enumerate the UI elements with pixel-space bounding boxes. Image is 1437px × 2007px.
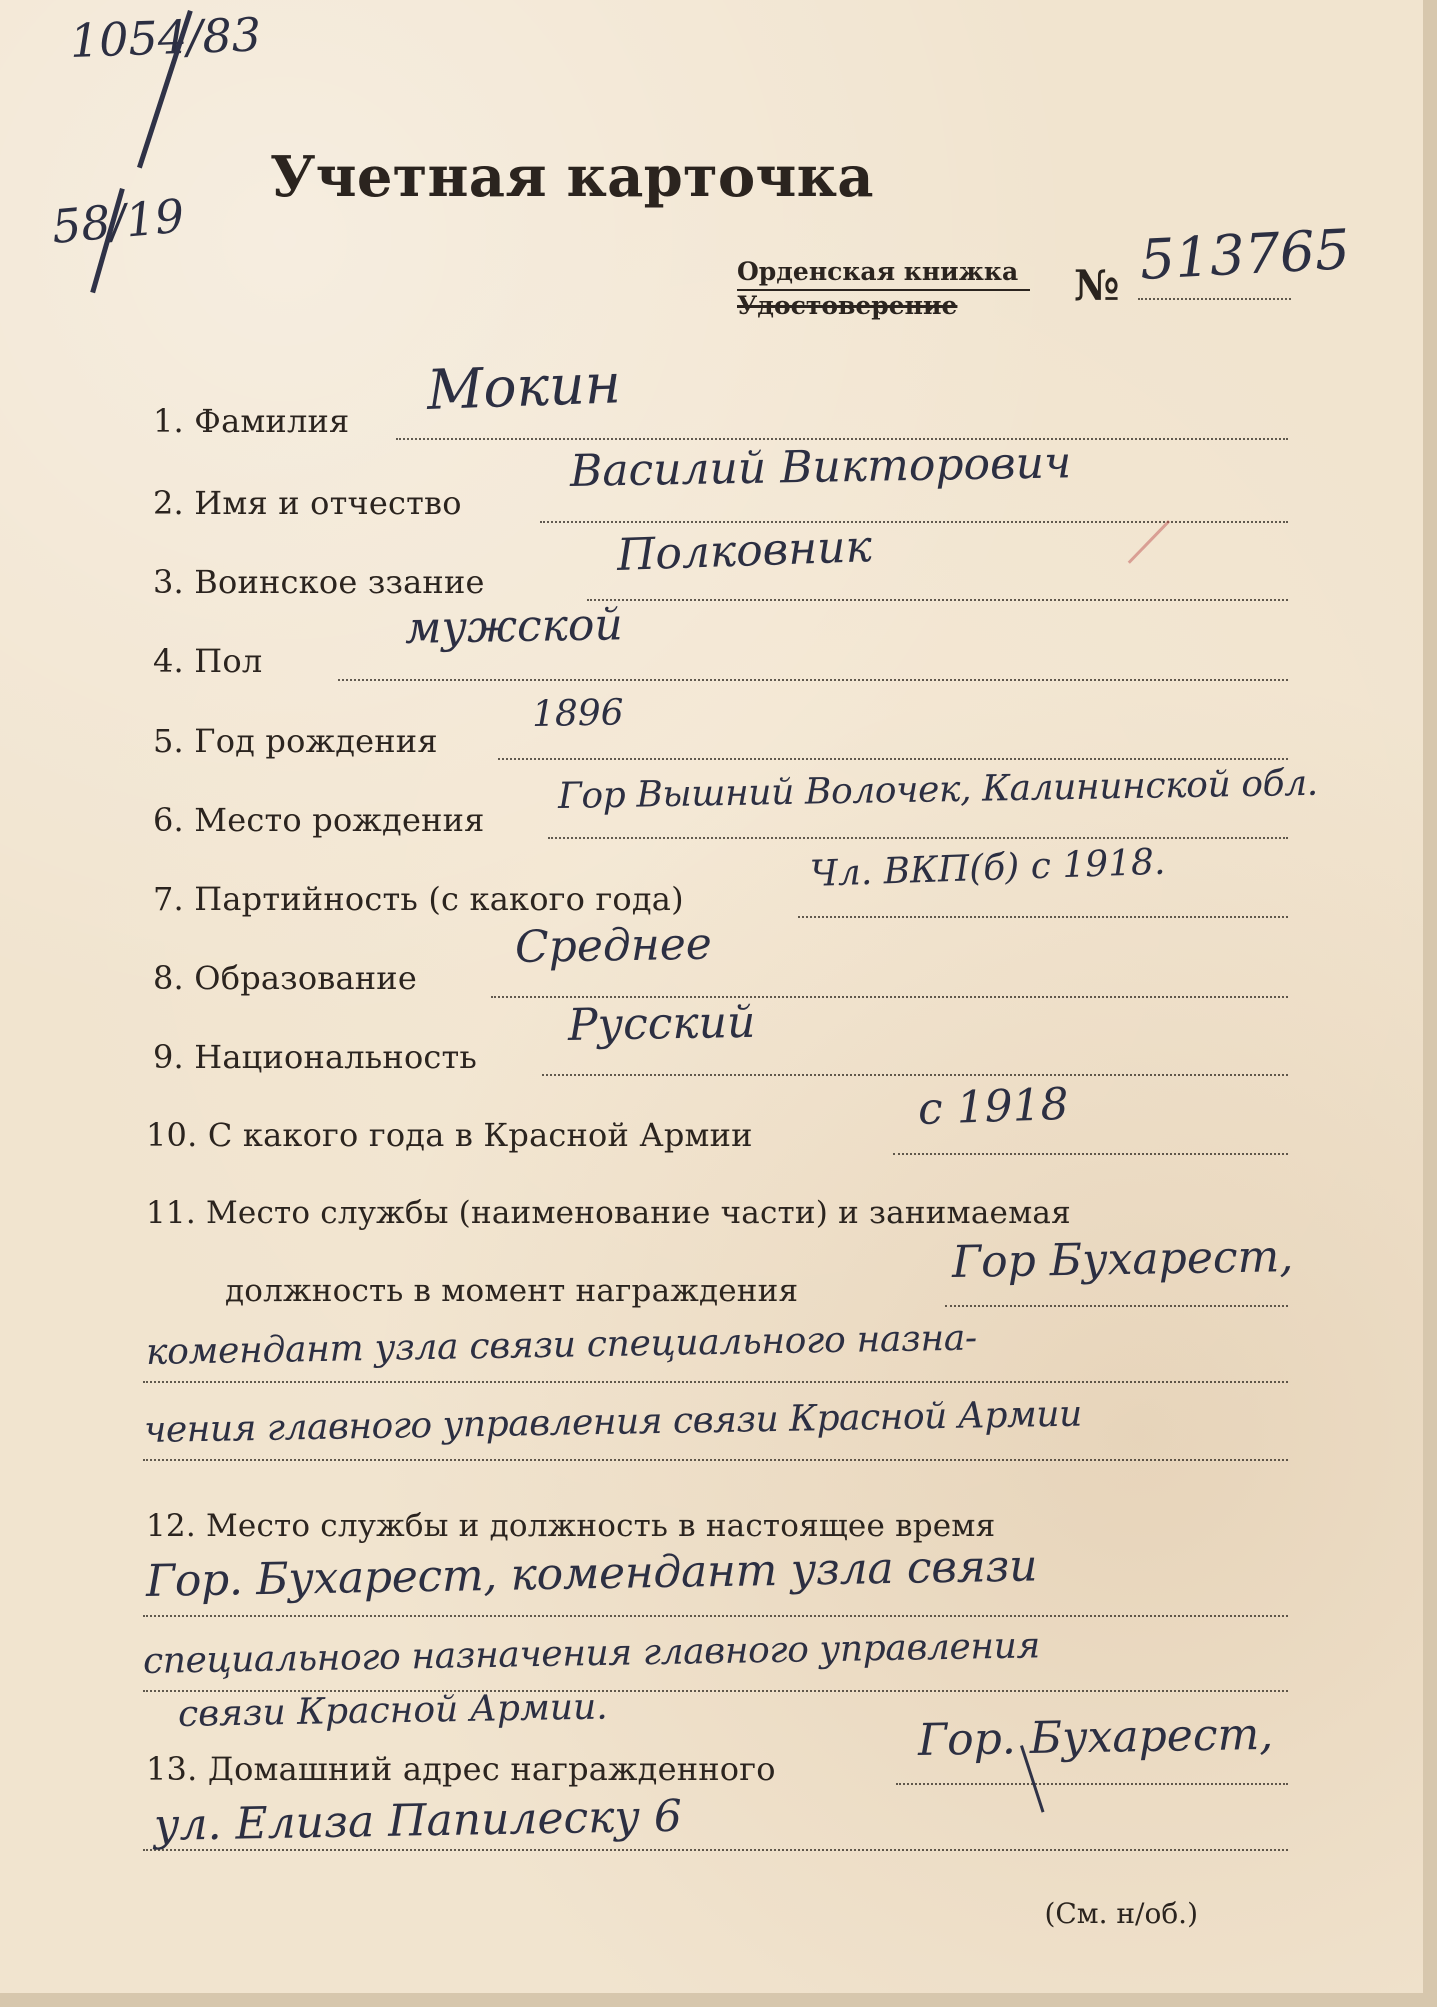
field-11-label-line-1: 11. Место службы (наименование части) и занимаемая — [146, 1195, 1071, 1231]
document-type-order-book: Орденская книжка — [737, 257, 1019, 286]
field-4-value: мужской — [404, 599, 624, 654]
field-11-value-line-2: комендант узла связи специального назна- — [145, 1317, 978, 1373]
number-sign: № — [1074, 261, 1120, 310]
field-5-line — [498, 758, 1288, 760]
field-9-line — [542, 1074, 1288, 1076]
field-11-label-line-2: должность в момент награждения — [225, 1273, 799, 1309]
field-12-label: 12. Место службы и должность в настоящее время — [146, 1508, 996, 1544]
card-title: Учетная карточка — [270, 144, 874, 210]
field-7-line — [798, 916, 1288, 918]
field-12-line-1 — [143, 1615, 1288, 1617]
number-line — [1138, 298, 1291, 300]
document-type-certificate-crossed: Удостоверение — [737, 291, 958, 320]
field-9-value: Русский — [567, 996, 756, 1051]
field-9-label: 9. Национальность — [153, 1038, 478, 1076]
field-13-line-2 — [143, 1849, 1288, 1851]
field-10-label: 10. С какого года в Красной Армии — [146, 1116, 753, 1154]
field-8-line — [491, 996, 1288, 998]
field-7-value: Чл. ВКП(б) с 1918. — [809, 841, 1167, 895]
field-12-value-line-1: Гор. Бухарест, комендант узла связи — [145, 1540, 1038, 1607]
field-13-line-1 — [896, 1783, 1288, 1785]
field-2-label: 2. Имя и отчество — [153, 484, 462, 522]
document-type-stamp — [737, 257, 1037, 325]
field-10-line — [893, 1153, 1288, 1155]
field-2-value: Василий Викторович — [569, 437, 1072, 497]
field-11-line-3 — [143, 1459, 1288, 1461]
field-3-value: Полковник — [616, 521, 873, 581]
field-2-line — [540, 521, 1288, 523]
field-4-label: 4. Пол — [153, 642, 263, 680]
field-13-value-line-2: ул. Елиза Папилеску 6 — [153, 1790, 683, 1851]
order-book-number: 513765 — [1138, 217, 1352, 292]
field-12-value-line-3: связи Красной Армии. — [177, 1686, 609, 1735]
field-1-label: 1. Фамилия — [153, 402, 350, 440]
field-5-label: 5. Год рождения — [153, 722, 438, 760]
field-13-label: 13. Домашний адрес награжденного — [146, 1750, 776, 1788]
field-11-value-line-3: чения главного управления связи Красной Армии — [143, 1393, 1083, 1451]
field-1-value: Мокин — [425, 351, 622, 422]
field-12-value-line-2: специального назначения главного управления — [142, 1625, 1041, 1682]
field-7-label: 7. Партийность (с какого года) — [153, 880, 684, 918]
field-3-label: 3. Воинское ззание — [153, 563, 485, 601]
field-8-label: 8. Образование — [153, 959, 417, 997]
field-6-label: 6. Место рождения — [153, 801, 485, 839]
field-6-value: Гор Вышний Волочек, Калининской обл. — [557, 762, 1319, 817]
field-4-line — [338, 679, 1288, 681]
reverse-side-note: (См. н/об.) — [1044, 1897, 1198, 1930]
field-5-value: 1896 — [531, 692, 624, 735]
field-11-value-line-1: Гор Бухарест, — [951, 1231, 1294, 1288]
field-10-value: с 1918 — [917, 1078, 1070, 1135]
red-margin-stroke — [1128, 520, 1170, 564]
field-11-line-2 — [143, 1381, 1288, 1383]
top-left-handwritten-number: 1054/83 — [69, 7, 262, 68]
margin-handwritten-number: 58/19 — [49, 188, 187, 254]
field-13-value-line-1: Гор. Бухарест, — [917, 1708, 1274, 1766]
field-3-line — [587, 599, 1288, 601]
field-8-value: Среднее — [514, 918, 713, 973]
field-6-line — [548, 837, 1288, 839]
field-11-line-1 — [945, 1305, 1288, 1307]
field-1-line — [396, 438, 1288, 440]
